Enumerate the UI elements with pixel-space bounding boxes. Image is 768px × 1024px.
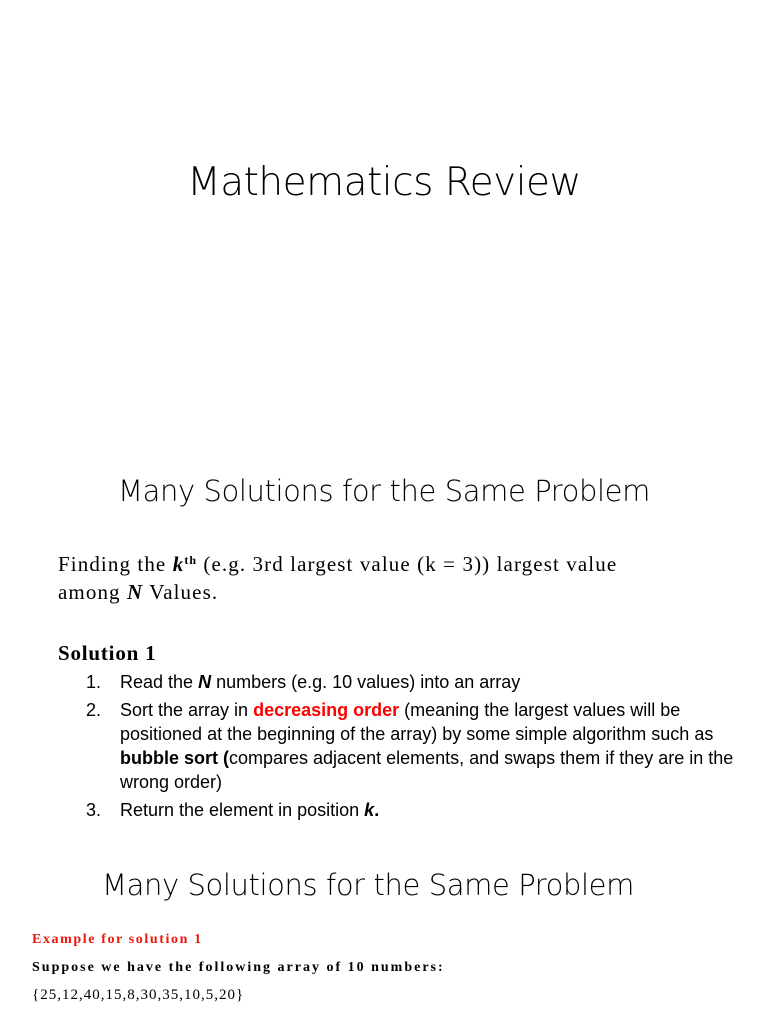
- step-n-symbol: N: [198, 672, 212, 692]
- step-period: .: [374, 800, 380, 820]
- problem-line-2: [58, 578, 748, 606]
- section-title: Many Solutions for the Same Problem: [102, 868, 634, 902]
- solution-step: [86, 798, 746, 822]
- example-label: Example for solution 1: [32, 932, 203, 947]
- problem-example-text: (e.g. 3rd largest value (k = 3)) largest value: [203, 552, 618, 576]
- step-text: compares adjacent elements, and swaps them if they are in the wrong order): [120, 748, 734, 792]
- step-text: Return the element in position: [120, 800, 360, 820]
- problem-finding-text: Finding the: [58, 552, 167, 576]
- step-text: Read the: [120, 672, 194, 692]
- problem-k-symbol: k: [172, 552, 185, 576]
- suppose-text: Suppose we have the following array of 10 numbers:: [32, 960, 445, 975]
- step-number: 1.: [86, 672, 102, 692]
- step-text: Sort the array in: [120, 700, 249, 720]
- array-values: {25,12,40,15,8,30,35,10,5,20}: [32, 987, 245, 1003]
- decreasing-order-highlight: decreasing order: [253, 700, 400, 720]
- solution-step: [86, 698, 746, 794]
- bubble-sort-term: bubble sort (: [120, 748, 229, 768]
- step-text: numbers (e.g. 10 values) into an array: [216, 672, 521, 692]
- problem-line-1: [58, 546, 748, 578]
- problem-values-text: Values.: [149, 580, 219, 604]
- step-number: 2.: [86, 700, 102, 720]
- problem-statement: [58, 546, 748, 606]
- step-text: (meaning the largest values will be positioned at the beginning of the array) by some simple algorithm such as: [120, 700, 714, 744]
- solution-heading: Solution 1: [58, 641, 157, 665]
- problem-n-symbol: N: [127, 580, 144, 604]
- solution-steps-list: [86, 670, 746, 826]
- step-number: 3.: [86, 800, 102, 820]
- section-title: Many Solutions for the Same Problem: [118, 474, 650, 508]
- solution-step: [86, 670, 746, 694]
- problem-th-superscript: th: [184, 553, 197, 567]
- step-k-symbol: k: [364, 800, 375, 820]
- problem-among-text: among: [58, 580, 121, 604]
- main-title: Mathematics Review: [187, 160, 581, 205]
